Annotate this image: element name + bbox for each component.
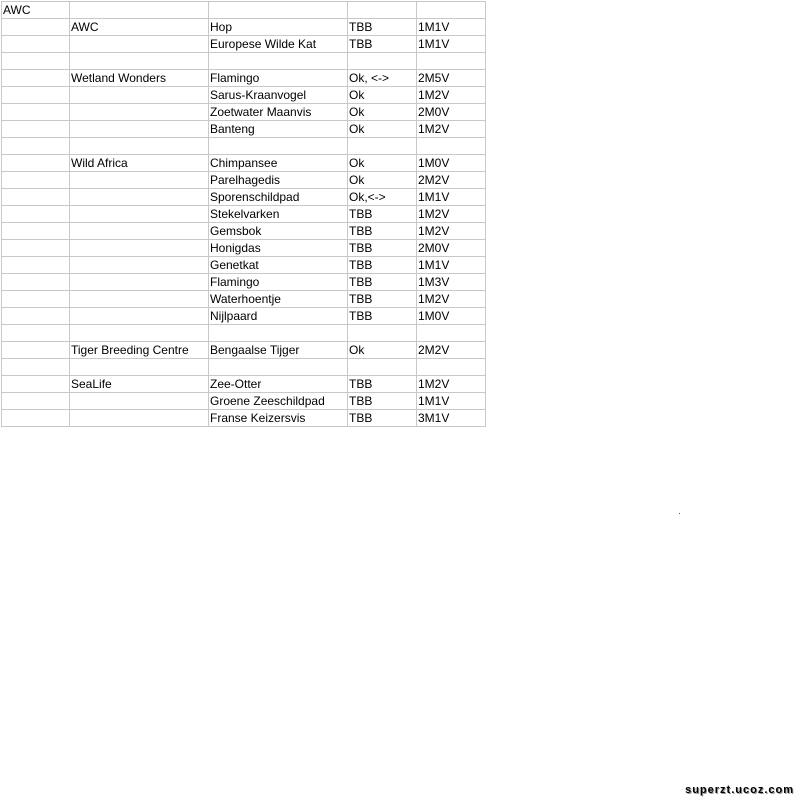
cell-area[interactable]: SeaLife <box>70 376 209 393</box>
cell-animal[interactable]: Zee-Otter <box>209 376 348 393</box>
cell-area[interactable] <box>70 274 209 291</box>
table-row <box>2 291 486 308</box>
spreadsheet-table <box>1 1 486 427</box>
table-row <box>2 206 486 223</box>
table-row <box>2 36 486 53</box>
cell-animal[interactable] <box>209 138 348 155</box>
cell-animal[interactable] <box>209 2 348 19</box>
cell-count[interactable] <box>417 138 486 155</box>
cell-animal[interactable] <box>209 325 348 342</box>
cell-area[interactable] <box>70 257 209 274</box>
table-row <box>2 172 486 189</box>
cell-status[interactable]: TBB <box>348 308 417 325</box>
cell-zoo[interactable] <box>2 172 70 189</box>
table-row <box>2 223 486 240</box>
cell-zoo[interactable]: AWC <box>2 2 70 19</box>
cell-area[interactable] <box>70 325 209 342</box>
stray-pixel <box>679 513 680 514</box>
cell-animal[interactable]: Hop <box>209 19 348 36</box>
spreadsheet-body <box>2 2 486 427</box>
cell-area[interactable] <box>70 189 209 206</box>
cell-zoo[interactable] <box>2 325 70 342</box>
cell-zoo[interactable] <box>2 206 70 223</box>
cell-zoo[interactable] <box>2 155 70 172</box>
cell-zoo[interactable] <box>2 87 70 104</box>
cell-animal[interactable]: Genetkat <box>209 257 348 274</box>
cell-animal[interactable]: Chimpansee <box>209 155 348 172</box>
cell-zoo[interactable] <box>2 359 70 376</box>
table-row <box>2 240 486 257</box>
cell-area[interactable] <box>70 172 209 189</box>
table-row <box>2 70 486 87</box>
cell-status[interactable]: Ok <box>348 87 417 104</box>
watermark-text: superzt.ucoz.com <box>685 784 794 796</box>
cell-zoo[interactable] <box>2 36 70 53</box>
cell-status[interactable] <box>348 53 417 70</box>
table-row <box>2 138 486 155</box>
cell-animal[interactable]: Bengaalse Tijger <box>209 342 348 359</box>
cell-animal[interactable]: Honigdas <box>209 240 348 257</box>
cell-count[interactable]: 1M3V <box>417 274 486 291</box>
cell-animal[interactable]: Nijlpaard <box>209 308 348 325</box>
table-row <box>2 308 486 325</box>
cell-area[interactable] <box>70 223 209 240</box>
cell-animal[interactable]: Banteng <box>209 121 348 138</box>
table-row <box>2 393 486 410</box>
cell-zoo[interactable] <box>2 189 70 206</box>
cell-animal[interactable]: Europese Wilde Kat <box>209 36 348 53</box>
cell-animal[interactable]: Flamingo <box>209 274 348 291</box>
cell-animal[interactable]: Gemsbok <box>209 223 348 240</box>
cell-status[interactable]: Ok, <-> <box>348 70 417 87</box>
table-row <box>2 2 486 19</box>
cell-area[interactable] <box>70 308 209 325</box>
table-row <box>2 257 486 274</box>
cell-animal[interactable]: Franse Keizersvis <box>209 410 348 427</box>
cell-count[interactable]: 2M2V <box>417 342 486 359</box>
cell-zoo[interactable] <box>2 223 70 240</box>
cell-area[interactable] <box>70 104 209 121</box>
table-row <box>2 104 486 121</box>
table-row <box>2 53 486 70</box>
cell-animal[interactable]: Parelhagedis <box>209 172 348 189</box>
cell-status[interactable]: TBB <box>348 240 417 257</box>
table-row <box>2 325 486 342</box>
cell-status[interactable]: Ok <box>348 342 417 359</box>
cell-zoo[interactable] <box>2 121 70 138</box>
cell-count[interactable]: 1M2V <box>417 87 486 104</box>
cell-animal[interactable]: Stekelvarken <box>209 206 348 223</box>
cell-count[interactable]: 1M1V <box>417 19 486 36</box>
cell-area[interactable]: Wetland Wonders <box>70 70 209 87</box>
table-row <box>2 155 486 172</box>
cell-area[interactable] <box>70 393 209 410</box>
cell-count[interactable] <box>417 359 486 376</box>
table-row <box>2 19 486 36</box>
cell-count[interactable]: 2M0V <box>417 240 486 257</box>
cell-area[interactable] <box>70 2 209 19</box>
cell-zoo[interactable] <box>2 53 70 70</box>
table-row <box>2 121 486 138</box>
table-row <box>2 189 486 206</box>
cell-count[interactable]: 1M2V <box>417 121 486 138</box>
table-row <box>2 376 486 393</box>
table-row <box>2 274 486 291</box>
cell-area[interactable] <box>70 53 209 70</box>
cell-area[interactable] <box>70 291 209 308</box>
cell-count[interactable]: 1M0V <box>417 155 486 172</box>
cell-status[interactable]: TBB <box>348 274 417 291</box>
cell-count[interactable]: 1M1V <box>417 393 486 410</box>
cell-animal[interactable] <box>209 359 348 376</box>
cell-area[interactable] <box>70 359 209 376</box>
cell-zoo[interactable] <box>2 70 70 87</box>
cell-count[interactable]: 1M2V <box>417 223 486 240</box>
cell-area[interactable] <box>70 121 209 138</box>
cell-status[interactable]: TBB <box>348 393 417 410</box>
cell-area[interactable] <box>70 240 209 257</box>
cell-status[interactable] <box>348 2 417 19</box>
cell-count[interactable]: 1M0V <box>417 308 486 325</box>
cell-zoo[interactable] <box>2 393 70 410</box>
cell-area[interactable] <box>70 410 209 427</box>
cell-zoo[interactable] <box>2 342 70 359</box>
cell-status[interactable]: TBB <box>348 376 417 393</box>
table-row <box>2 87 486 104</box>
cell-count[interactable] <box>417 325 486 342</box>
cell-area[interactable] <box>70 206 209 223</box>
cell-status[interactable]: TBB <box>348 257 417 274</box>
cell-status[interactable] <box>348 138 417 155</box>
cell-status[interactable]: TBB <box>348 291 417 308</box>
cell-animal[interactable]: Groene Zeeschildpad <box>209 393 348 410</box>
cell-count[interactable]: 1M1V <box>417 189 486 206</box>
cell-status[interactable]: TBB <box>348 36 417 53</box>
cell-animal[interactable]: Zoetwater Maanvis <box>209 104 348 121</box>
cell-zoo[interactable] <box>2 19 70 36</box>
cell-count[interactable]: 1M1V <box>417 257 486 274</box>
cell-zoo[interactable] <box>2 257 70 274</box>
cell-status[interactable]: Ok <box>348 155 417 172</box>
cell-zoo[interactable] <box>2 291 70 308</box>
table-row <box>2 359 486 376</box>
cell-status[interactable]: Ok <box>348 121 417 138</box>
table-row <box>2 410 486 427</box>
cell-status[interactable]: TBB <box>348 206 417 223</box>
cell-count[interactable]: 3M1V <box>417 410 486 427</box>
cell-status[interactable]: TBB <box>348 223 417 240</box>
cell-status[interactable] <box>348 325 417 342</box>
cell-area[interactable]: Tiger Breeding Centre <box>70 342 209 359</box>
cell-count[interactable]: 1M2V <box>417 291 486 308</box>
table-row <box>2 342 486 359</box>
cell-animal[interactable]: Sarus-Kraanvogel <box>209 87 348 104</box>
cell-zoo[interactable] <box>2 240 70 257</box>
cell-status[interactable]: Ok,<-> <box>348 189 417 206</box>
cell-count[interactable]: 2M5V <box>417 70 486 87</box>
cell-animal[interactable]: Flamingo <box>209 70 348 87</box>
cell-zoo[interactable] <box>2 138 70 155</box>
cell-count[interactable] <box>417 2 486 19</box>
cell-zoo[interactable] <box>2 308 70 325</box>
cell-animal[interactable]: Sporenschildpad <box>209 189 348 206</box>
cell-status[interactable]: TBB <box>348 19 417 36</box>
cell-zoo[interactable] <box>2 410 70 427</box>
cell-zoo[interactable] <box>2 376 70 393</box>
cell-count[interactable]: 1M1V <box>417 36 486 53</box>
cell-count[interactable]: 1M2V <box>417 376 486 393</box>
cell-count[interactable] <box>417 53 486 70</box>
cell-zoo[interactable] <box>2 274 70 291</box>
cell-animal[interactable] <box>209 53 348 70</box>
cell-count[interactable]: 2M2V <box>417 172 486 189</box>
cell-area[interactable] <box>70 87 209 104</box>
cell-zoo[interactable] <box>2 104 70 121</box>
cell-area[interactable] <box>70 138 209 155</box>
cell-status[interactable] <box>348 359 417 376</box>
cell-count[interactable]: 1M2V <box>417 206 486 223</box>
cell-area[interactable]: Wild Africa <box>70 155 209 172</box>
cell-animal[interactable]: Waterhoentje <box>209 291 348 308</box>
cell-area[interactable]: AWC <box>70 19 209 36</box>
cell-status[interactable]: Ok <box>348 104 417 121</box>
cell-count[interactable]: 2M0V <box>417 104 486 121</box>
cell-status[interactable]: TBB <box>348 410 417 427</box>
cell-area[interactable] <box>70 36 209 53</box>
cell-status[interactable]: Ok <box>348 172 417 189</box>
